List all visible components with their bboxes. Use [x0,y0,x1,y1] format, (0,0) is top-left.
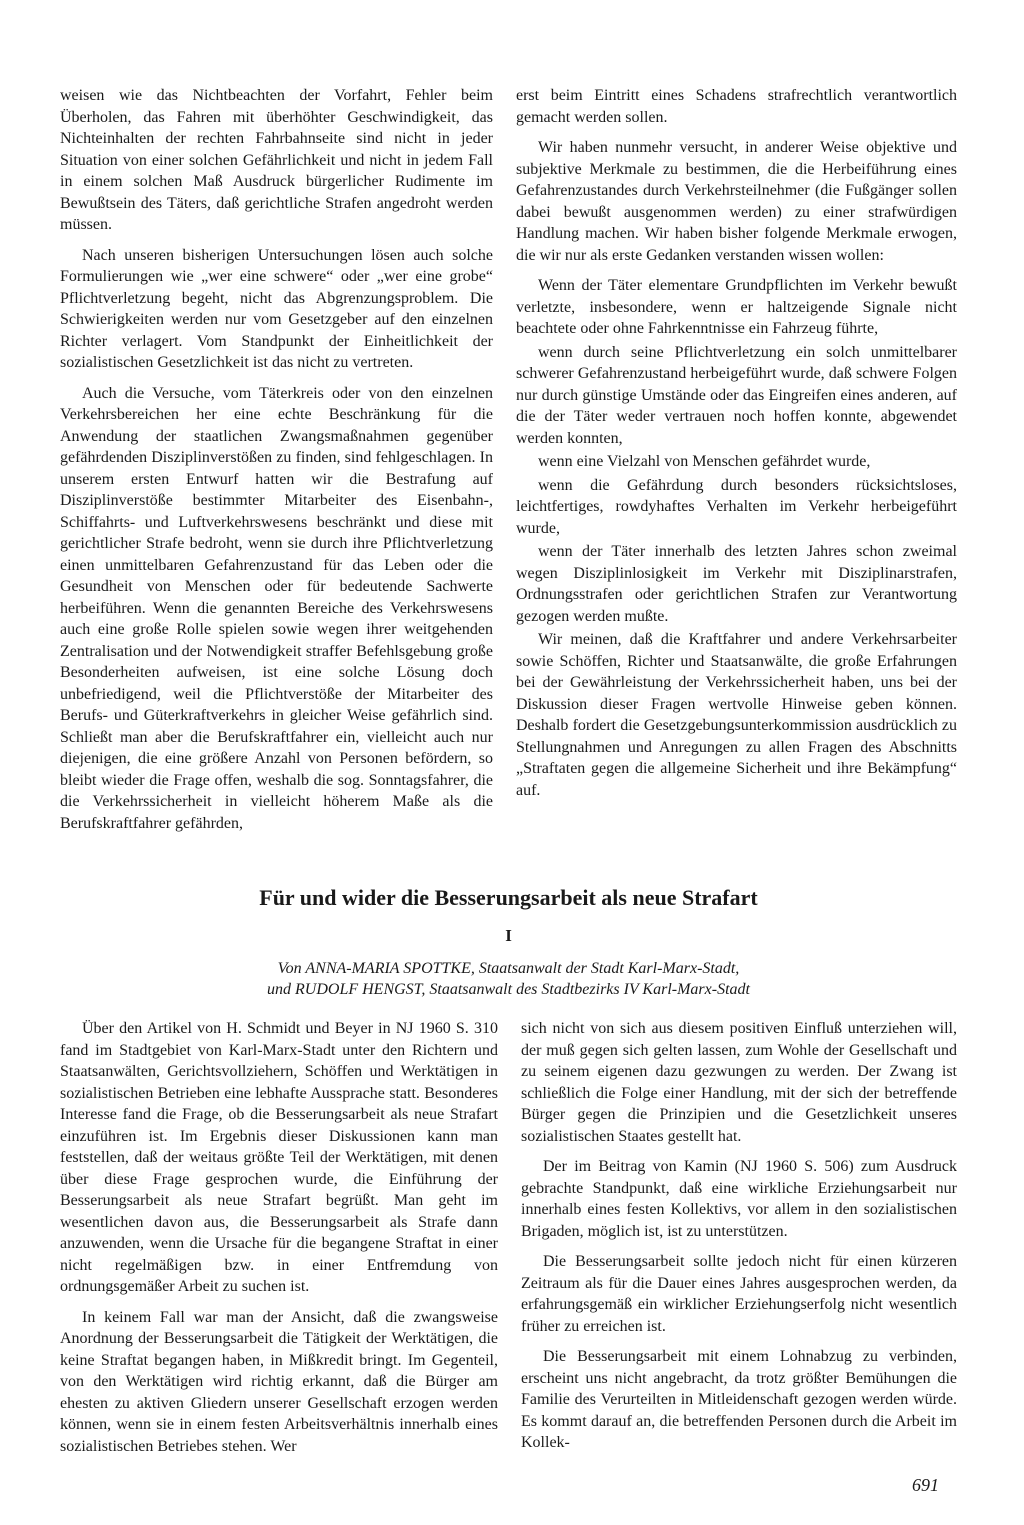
byline-line: und RUDOLF HENGST, Staatsanwalt des Stadtbezirks IV Karl-Marx-Stadt [267,981,750,998]
byline-line: Von ANNA-MARIA SPOTTKE, Staatsanwalt der Stadt Karl-Marx-Stadt, [277,960,740,977]
criteria-item: wenn eine Vielzahl von Menschen gefährdet wurde, [538,453,871,470]
paragraph: weisen wie das Nichtbeachten der Vorfahrt, Fehler beim Überholen, das Fahren mit überhöhter Geschwindigkeit, das Nichteinhalten der rechten Fahrbahnseite sind nicht in jeder Situation von einer solchen Gefährlichkeit und nicht in jedem Fall in einem solchen Maß Ausdruck bürgerlicher Rudimente im Bewußtsein des Täters, daß gerichtliche Strafen angedroht werden müssen. [60,87,493,233]
paragraph: Auch die Versuche, vom Täterkreis oder von den einzelnen Verkehrsbereichen her eine echte Beschränkung für die Anwendung der staatlichen Zwangsmaßnahmen gegenüber gefährdenden Disziplinverstößen zu finden, sind fehlgeschlagen. In unserem ersten Entwurf hatten wir die Bestrafung auf Disziplinverstöße bestimmter Mitarbeiter des Eisenbahn-, Schiffahrts- und Luftverkehrswesens beschränkt und diese mit gerichtlicher Strafe bedroht, wenn sie durch ihre Pflichtverletzung einen unmittelbaren Gefahrenzustand für das Leben oder die Gesundheit von Menschen oder für bedeutende Sachwerte herbeiführen. Wenn die genannten Bereiche des Verkehrswesens auch eine große Rolle spielen sowie wegen ihrer weitgehenden Zentralisation und der Notwendigkeit straffer Befehlsgebung große Besonderheiten aufweisen, ist eine solche Lösung doch unbefriedigend, weil die Pflichtverstöße der Mitarbeiter des Berufs- und Güterkraftverkehrs in gleicher Weise gefährlich sind. Schließt man aber die Berufskraftfahrer ein, vielleicht auch nur diejenigen, die eine größere Anzahl von Personen befördern, so bleibt wieder die Frage offen, weshalb die sog. Sonntagsfahrer, die die Verkehrssicherheit in vielleicht höherem Maße als die Berufskraftfahrer gefährden, [60,384,493,832]
criteria-item: wenn die Gefährdung durch besonders rücksichtsloses, leichtfertiges, rowdyhaftes Verhalten im Verkehr herbeigeführt wurde, [516,476,957,537]
criteria-item: Wenn der Täter elementare Grundpflichten im Verkehr bewußt verletzte, insbesondere, wenn er haltzeigende Signale nicht beachtete oder ohne Fahrkenntnisse ein Fahrzeug führte, [516,277,957,337]
paragraph: Die Besserungsarbeit sollte jedoch nicht für einen kürzeren Zeitraum als für die Dauer eines Jahres ausgesprochen werden, da erfahrungsgemäß ein wirklicher Erziehungserfolg nicht wesentlich früher zu erreichen ist. [521,1253,957,1335]
paragraph: Über den Artikel von H. Schmidt und Beyer in NJ 1960 S. 310 fand im Stadtgebiet von Karl-Marx-Stadt unter den Richtern und Staatsanwälten, Gerichtsvollziehern, Schöffen und Werktätigen in sozialistischen Betrieben eine lebhafte Aussprache statt. Besonderes Interesse fand die Frage, ob die Besserungsarbeit als neue Strafart einzuführen ist. Im Ergebnis dieser Diskussionen kann man feststellen, daß der weitaus größte Teil der Werktätigen, mit denen über diese Frage gesprochen wurde, die Einführung der Besserungsarbeit als neue Strafart begrüßt. Man geht im wesentlichen davon aus, die Besserungsarbeit als Strafe dann anzuwenden, wenn die Ursache für die begangene Straftat in einer nicht regelmäßigen bzw. in einer Entfremdung von ordnungsgemäßer Arbeit zu suchen ist. [60,1020,498,1295]
criteria-item: wenn durch seine Pflichtverletzung ein solch unmittelbarer schwerer Gefahrenzustand herbeigeführt wurde, daß schwere Folgen nur durch günstige Umstände oder das Eingreifen eines anderen, auf die der Täter weder vertrauen noch hoffen konnte, abgewendet werden konnten, [516,343,957,447]
paragraph: Nach unseren bisherigen Untersuchungen lösen auch solche Formulierungen wie „wer eine schwere“ oder „wer eine grobe“ Pflichtverletzung begeht, nicht das Abgrenzungsproblem. Die Schwierigkeiten werden nur vom Gesetzgeber auf den einzelnen Richter verlagert. Vom Standpunkt der Einheitlichkeit der sozialistischen Gesetzlichkeit ist das nicht zu vertreten. [60,246,493,371]
criteria-item: wenn der Täter innerhalb des letzten Jahres schon zweimal wegen Disziplinlosigkeit im Verkehr mit Disziplinarstrafen, Ordnungsstrafen oder gerichtlichen Strafen zur Verantwortung gezogen werden mußte. [516,543,957,625]
paragraph: Wir meinen, daß die Kraftfahrer und andere Verkehrsarbeiter sowie Schöffen, Richter und Staatsanwälte, die große Erfahrungen bei der Gewährleistung der Verkehrssicherheit haben, uns bei der Diskussion dieser Fragen wertvolle Hinweise geben können. Deshalb fordert die Gesetzgebungsunterkommission ausdrücklich zu Stellungnahmen und Anregungen zu allen Fragen des Abschnitts „Straftaten gegen die allgemeine Sicherheit und ihre Bekämpfung“ auf. [516,631,957,799]
paragraph: erst beim Eintritt eines Schadens strafrechtlich verantwortlich gemacht werden sollen. [516,87,957,126]
paragraph: Der im Beitrag von Kamin (NJ 1960 S. 506) zum Ausdruck gebrachte Standpunkt, daß eine wirkliche Erziehungsarbeit nur innerhalb eines festen Kollektivs, vor allem in den sozialistischen Brigaden, möglich ist, ist zu unterstützen. [521,1158,957,1240]
paragraph: Die Besserungsarbeit mit einem Lohnabzug zu verbinden, erscheint uns nicht angebracht, da trotz größter Bemühungen die Familie des Verurteilten in Mitleidenschaft gezogen werden würde. Es kommt darauf an, die betreffenden Personen durch die Arbeit im Kollek- [521,1348,957,1451]
article-left-column [60,1018,498,1466]
article-right-column [521,1018,957,1463]
paragraph: sich nicht von sich aus diesem positiven Einfluß unterziehen will, der muß gegen sich gelten lassen, zum Wohle der Gesellschaft und zu seinem eigenen dazu gezwungen zu werden. Der Zwang ist schließlich die Folge einer Handlung, mit der sich der betreffende Bürger gegen die Prinzipien und die Gesetzlichkeit unseres sozialistischen Staates gestellt hat. [521,1020,957,1145]
top-left-column [60,85,493,843]
article-title: Für und wider die Besserungsarbeit als neue Strafart [259,885,758,910]
paragraph: Wir haben nunmehr versucht, in anderer Weise objektive und subjektive Merkmale zu bestimmen, die die Herbeiführung eines Gefahrenzustandes durch Verkehrsteilnehmer (die Fußgänger sollen dabei bewußt ausgenommen werden) zu einer strafwürdigen Handlung machen. Wir haben bisher folgende Merkmale erwogen, die wir nur als erste Gedanken verstanden wissen wollen: [516,139,957,264]
page-number: 691 [912,1475,939,1495]
article-part-number: I [505,926,512,945]
article-byline [60,958,957,1000]
top-right-column [516,85,957,810]
paragraph: In keinem Fall war man der Ansicht, daß die zwangsweise Anordnung der Besserungsarbeit die Tätigkeit der Werktätigen, die keine Straftat begangen haben, in Mißkredit bringt. Im Gegenteil, von den Werktätigen wird richtig erkannt, daß die Bürger am ehesten zu aktiven Gliedern unserer Gesellschaft erzogen werden können, wenn sie in einem festen Arbeitsverhältnis innerhalb eines sozialistischen Betriebes stehen. Wer [60,1308,498,1455]
